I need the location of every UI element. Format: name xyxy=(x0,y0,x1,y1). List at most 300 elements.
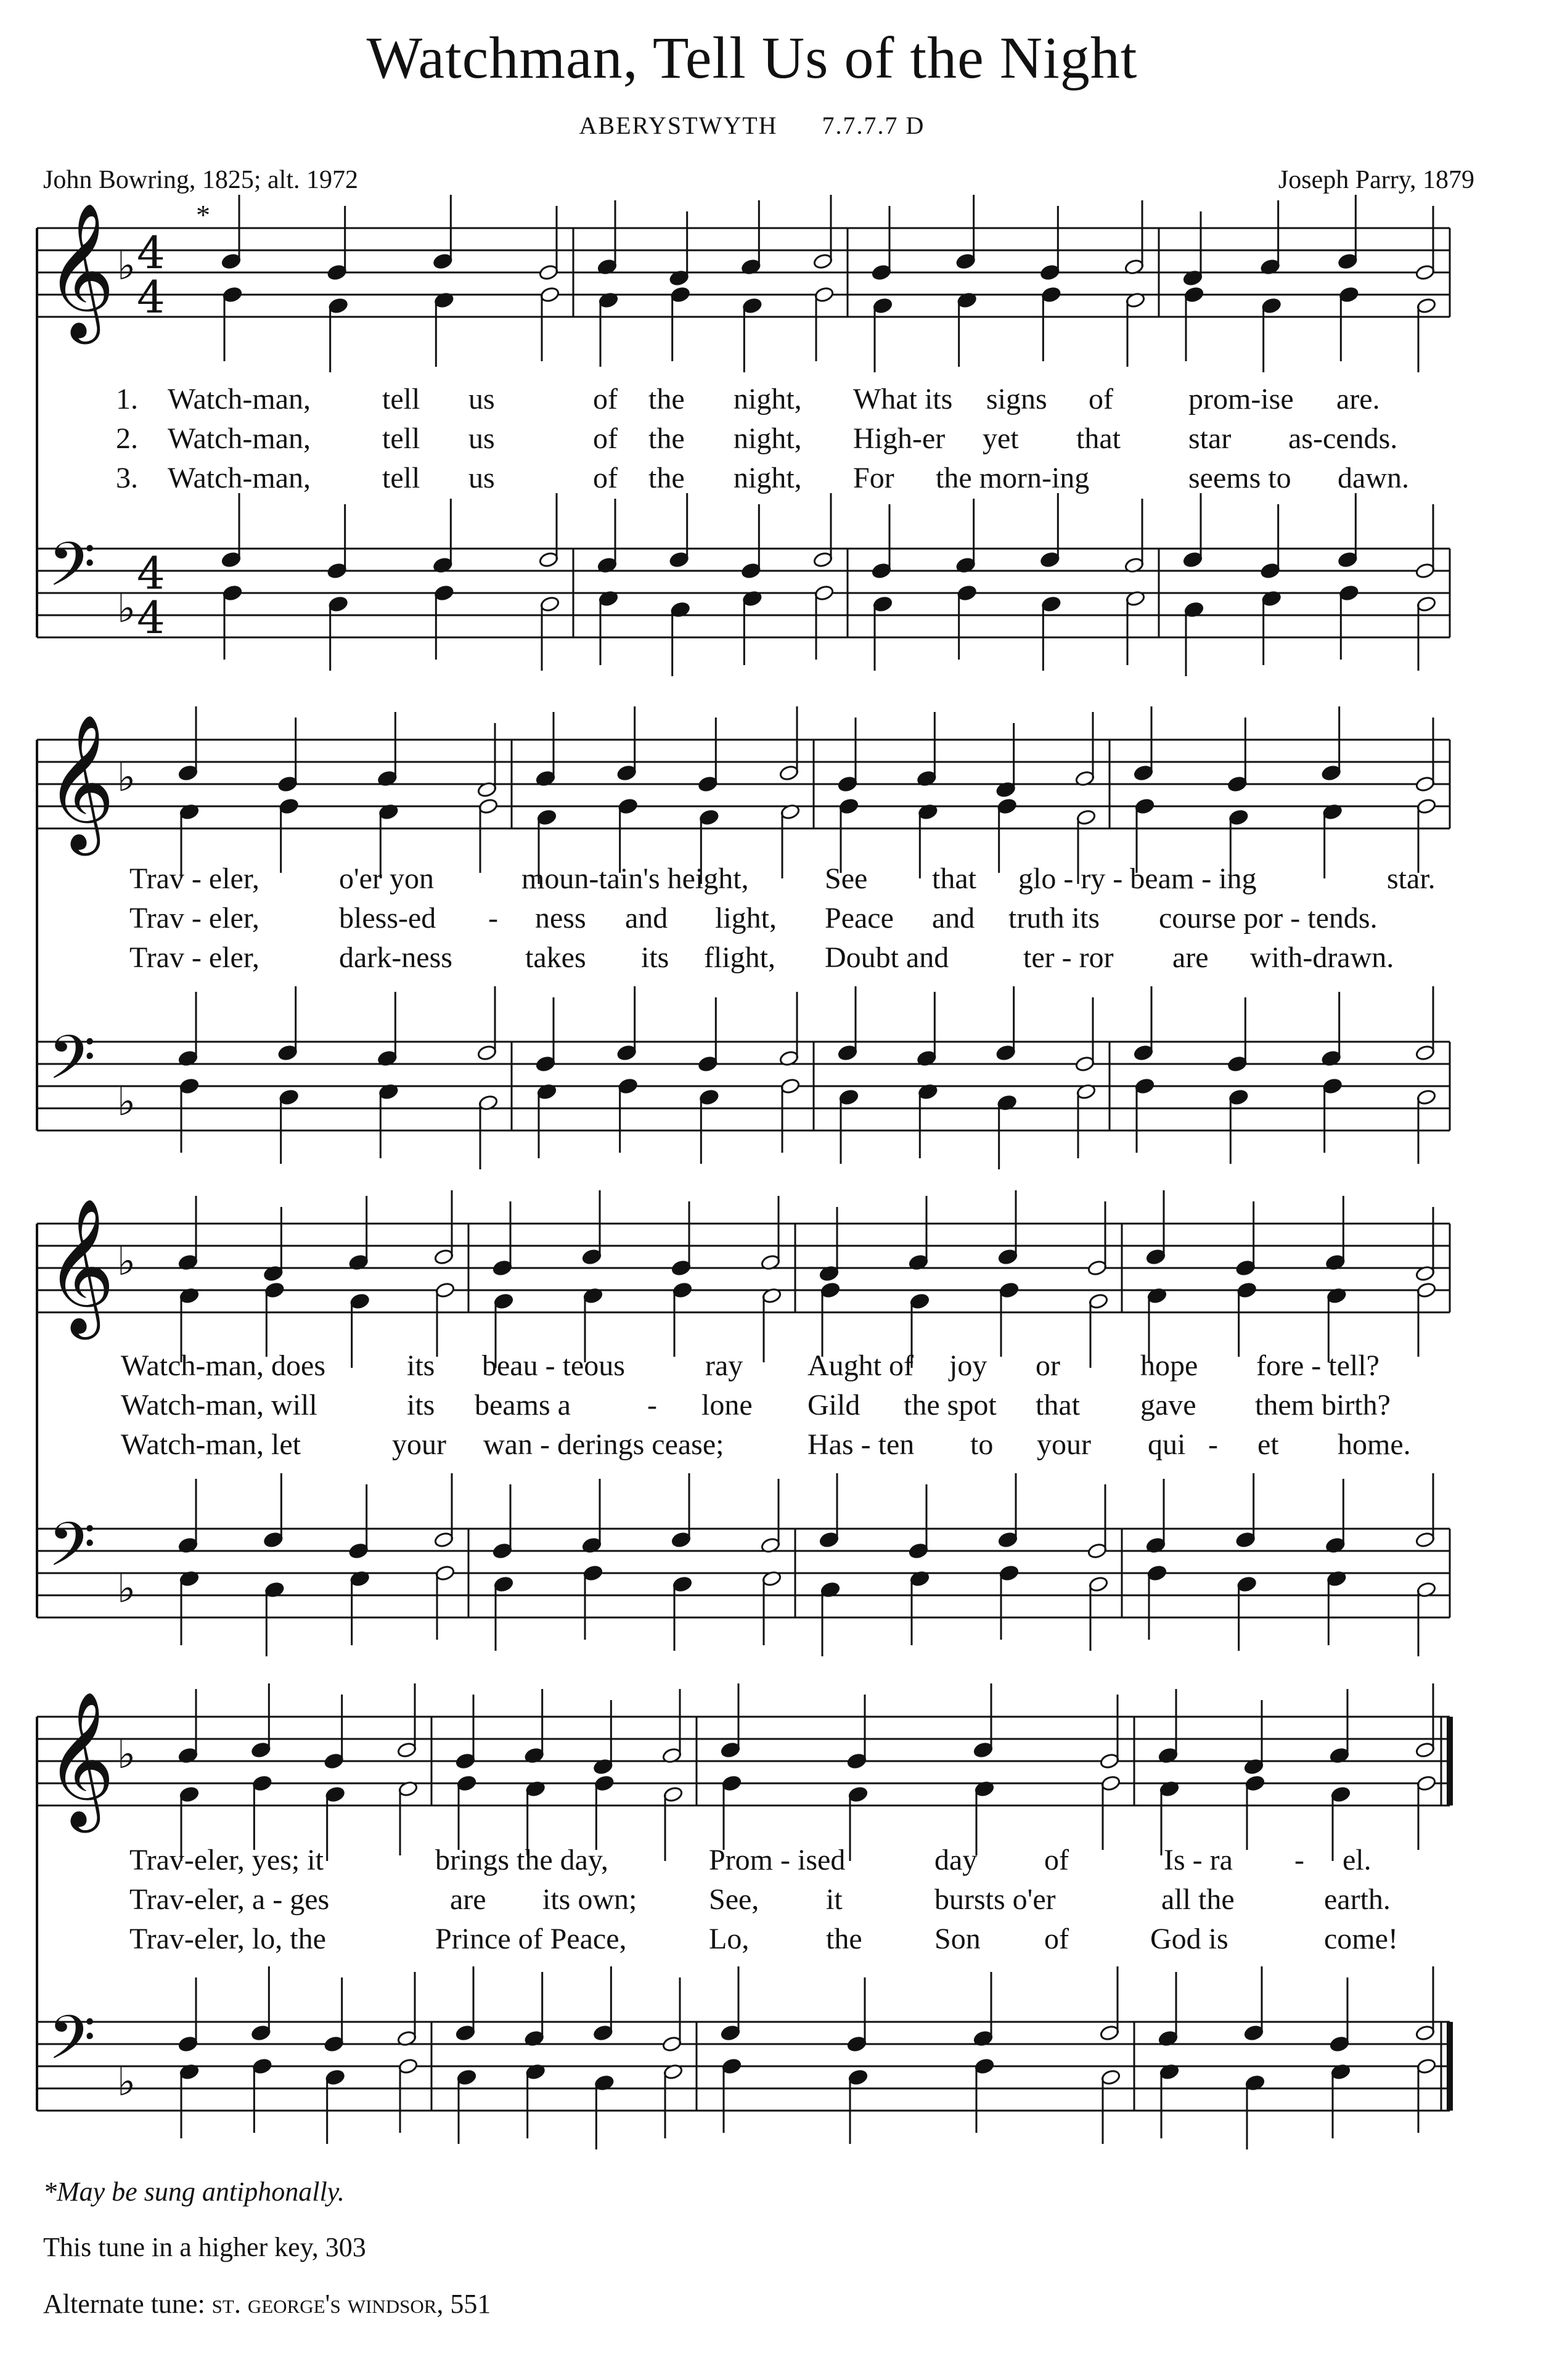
notehead xyxy=(820,1282,841,1298)
syllable: bursts o'er xyxy=(934,1883,1056,1916)
syllable: the xyxy=(648,383,685,415)
notehead xyxy=(872,264,892,280)
notehead xyxy=(662,2035,682,2052)
syllable: wan - derings cease; xyxy=(483,1428,724,1461)
syllable: course por - tends. xyxy=(1159,902,1378,934)
syllable: its xyxy=(641,941,669,974)
lyric-line-s2-v3 xyxy=(0,941,1541,978)
syllable: High-er xyxy=(853,422,946,455)
notehead xyxy=(1415,1531,1436,1548)
notehead xyxy=(722,2058,742,2074)
syllable: et xyxy=(1257,1428,1279,1461)
lyric-line-s2-v2 xyxy=(0,901,1541,938)
notehead xyxy=(699,1089,719,1105)
notehead xyxy=(435,1564,456,1581)
syllable: beams a xyxy=(475,1389,571,1421)
notehead xyxy=(1101,2069,1121,2085)
notehead xyxy=(1184,286,1204,303)
notehead xyxy=(670,286,690,303)
notehead xyxy=(1075,1055,1095,1072)
syllable: ness xyxy=(535,902,586,934)
notehead xyxy=(1261,297,1281,314)
notehead xyxy=(539,264,559,280)
syllable: come! xyxy=(1324,1923,1398,1955)
footnote-antiphonal: *May be sung antiphonally. xyxy=(43,2177,345,2207)
notehead xyxy=(957,584,977,601)
notehead xyxy=(327,562,347,579)
notehead xyxy=(1338,551,1358,568)
syllable: hope xyxy=(1140,1349,1198,1382)
notehead xyxy=(1146,1248,1166,1265)
key-signature-flat: ♭ xyxy=(117,1566,136,1612)
syllable: gave xyxy=(1140,1389,1196,1421)
notehead xyxy=(999,1282,1020,1298)
syllable: tell xyxy=(382,383,420,415)
syllable: the xyxy=(648,422,685,455)
syllable: to xyxy=(970,1428,994,1461)
notehead xyxy=(1416,595,1437,612)
notehead xyxy=(1416,297,1437,314)
syllable: the spot xyxy=(904,1389,997,1421)
notehead xyxy=(699,809,719,825)
notehead xyxy=(999,1564,1020,1581)
notehead xyxy=(848,2069,869,2085)
time-signature: 4 xyxy=(137,226,165,279)
treble-clef: 𝄞 xyxy=(46,1690,115,1827)
syllable: seems to xyxy=(1188,462,1291,494)
notehead xyxy=(839,1089,859,1105)
notehead xyxy=(873,595,893,612)
notehead xyxy=(1183,551,1203,568)
syllable: dawn. xyxy=(1338,462,1409,494)
syllable: - xyxy=(1294,1844,1304,1876)
notehead xyxy=(583,1564,603,1581)
syllable: and xyxy=(932,902,975,934)
notehead xyxy=(1089,1293,1109,1309)
syllable: moun-tain's height, xyxy=(521,862,749,895)
syllable: Trav - eler, xyxy=(129,862,260,895)
syllable: night, xyxy=(734,422,802,455)
syllable: God is xyxy=(1150,1923,1228,1955)
notehead xyxy=(1322,1078,1343,1094)
lyric-line-s2-v1 xyxy=(0,862,1541,899)
notehead xyxy=(1135,1078,1155,1094)
syllable: are xyxy=(1172,941,1209,974)
syllable: ray xyxy=(705,1349,743,1382)
syllable: Is - ra xyxy=(1164,1844,1233,1876)
notehead xyxy=(1339,584,1359,601)
alternate-tune-name: st. george's windsor, 551 xyxy=(211,2289,491,2319)
syllable: all the xyxy=(1161,1883,1235,1916)
notehead xyxy=(722,1775,742,1791)
time-signature: 4 xyxy=(137,591,165,644)
notehead xyxy=(1040,264,1060,280)
notehead xyxy=(975,2058,995,2074)
syllable: its xyxy=(407,1349,435,1382)
notehead xyxy=(839,798,859,814)
notehead xyxy=(1228,809,1249,825)
verse-number: 2. xyxy=(116,422,138,455)
syllable: bless-ed xyxy=(339,902,436,934)
notehead xyxy=(955,253,976,269)
notehead xyxy=(593,2024,613,2041)
syllable: Prince of Peace, xyxy=(435,1923,627,1955)
syllable: Doubt and xyxy=(825,941,949,974)
notehead xyxy=(848,1786,869,1802)
notehead xyxy=(493,1542,513,1559)
notehead xyxy=(698,1055,718,1072)
notehead xyxy=(1415,2024,1436,2041)
notehead xyxy=(997,798,1017,814)
treble-clef: 𝄞 xyxy=(46,202,115,338)
notehead xyxy=(540,286,560,303)
notehead xyxy=(741,562,761,579)
syllable: are. xyxy=(1336,383,1380,415)
notehead xyxy=(672,1576,693,1592)
syllable: Watch-man, will xyxy=(121,1389,317,1421)
syllable: beau - teous xyxy=(482,1349,625,1382)
syllable: tell xyxy=(382,422,420,455)
notehead xyxy=(698,775,718,792)
notehead xyxy=(1087,1542,1108,1559)
footnote-higher-key: This tune in a higher key, 303 xyxy=(43,2232,366,2262)
notehead xyxy=(1235,1531,1256,1548)
syllable: Prom - ised xyxy=(709,1844,846,1876)
syllable: For xyxy=(853,462,894,494)
notehead xyxy=(1135,798,1155,814)
notehead xyxy=(251,1741,271,1758)
syllable: el. xyxy=(1343,1844,1371,1876)
notehead xyxy=(813,551,833,568)
notehead xyxy=(671,1259,692,1276)
notehead xyxy=(277,1044,298,1061)
notehead xyxy=(671,1531,692,1548)
syllable: star. xyxy=(1387,862,1436,895)
notehead xyxy=(349,1293,370,1309)
syllable: Trav-eler, yes; it xyxy=(129,1844,324,1876)
syllable: Watch-man, xyxy=(168,422,311,455)
lyric-line-s1-v3 xyxy=(0,461,1541,498)
notehead xyxy=(327,264,347,280)
tune-name: ABERYSTWYTH xyxy=(579,112,778,139)
notehead xyxy=(178,764,198,781)
lyric-line-s1-v1 xyxy=(0,382,1541,419)
notehead xyxy=(872,562,892,579)
lyric-line-s3-v1 xyxy=(0,1349,1541,1386)
notehead xyxy=(252,2058,272,2074)
notehead xyxy=(594,1775,615,1791)
notehead xyxy=(813,253,833,269)
notehead xyxy=(277,775,298,792)
syllable: - xyxy=(488,902,498,934)
notehead xyxy=(328,297,348,314)
syllable: Trav-eler, a - ges xyxy=(129,1883,330,1916)
syllable: Trav - eler, xyxy=(129,941,260,974)
notehead xyxy=(1227,1055,1248,1072)
syllable: Watch-man, xyxy=(168,462,311,494)
meter: 7.7.7.7 D xyxy=(822,112,925,139)
key-signature-flat: ♭ xyxy=(117,1732,136,1778)
notehead xyxy=(721,2024,741,2041)
syllable: Watch-man, does xyxy=(121,1349,326,1382)
syllable: takes xyxy=(525,941,586,974)
notehead xyxy=(279,798,299,814)
notehead xyxy=(1338,253,1358,269)
lyric-line-s3-v2 xyxy=(0,1388,1541,1425)
notehead xyxy=(1147,1564,1167,1581)
footnote-alternate-tune xyxy=(43,2288,491,2320)
syllable: flight, xyxy=(704,941,775,974)
notehead xyxy=(477,1044,497,1061)
bass-clef: 𝄢 xyxy=(48,530,96,616)
syllable: ter - ror xyxy=(1023,941,1114,974)
notehead xyxy=(780,1078,801,1094)
notehead xyxy=(178,2035,198,2052)
notehead xyxy=(838,1044,858,1061)
notehead xyxy=(1415,1044,1436,1061)
notehead xyxy=(251,2024,271,2041)
syllable: of xyxy=(1044,1923,1069,1955)
lyric-line-s4-v1 xyxy=(0,1843,1541,1880)
notehead xyxy=(616,1044,637,1061)
notehead xyxy=(397,1741,417,1758)
notehead xyxy=(1415,775,1436,792)
notehead xyxy=(1331,1786,1351,1802)
syllable: o'er yon xyxy=(339,862,434,895)
notehead xyxy=(998,1531,1018,1548)
syllable: See xyxy=(825,862,868,895)
syllable: fore - tell? xyxy=(1256,1349,1380,1382)
notehead xyxy=(398,2058,419,2074)
notehead xyxy=(433,253,453,269)
notehead xyxy=(494,1576,514,1592)
treble-clef: 𝄞 xyxy=(46,713,115,850)
syllable: Watch-man, let xyxy=(121,1428,301,1461)
notehead xyxy=(1089,1576,1109,1592)
syllable: of xyxy=(593,383,618,415)
notehead xyxy=(1330,2035,1350,2052)
syllable: joy xyxy=(949,1349,987,1382)
syllable: that xyxy=(932,862,976,895)
syllable: your xyxy=(1037,1428,1091,1461)
notehead xyxy=(536,1055,556,1072)
syllable: Watch-man, xyxy=(168,383,311,415)
notehead xyxy=(493,1259,513,1276)
treble-clef: 𝄞 xyxy=(46,1197,115,1334)
time-signature: 4 xyxy=(137,547,165,599)
notehead xyxy=(1041,286,1061,303)
verse-number: 1. xyxy=(116,383,138,415)
key-signature-flat: ♭ xyxy=(117,586,136,632)
syllable: of xyxy=(1044,1844,1069,1876)
notehead xyxy=(909,1542,929,1559)
syllable: star xyxy=(1188,422,1232,455)
notehead xyxy=(1415,562,1436,579)
key-signature-flat: ♭ xyxy=(117,2059,136,2105)
notehead xyxy=(672,1282,693,1298)
notehead xyxy=(998,1248,1018,1265)
key-signature-flat: ♭ xyxy=(117,1238,136,1285)
notehead xyxy=(1339,286,1359,303)
notehead xyxy=(324,1752,344,1769)
notehead xyxy=(1100,1752,1120,1769)
syllable: Trav-eler, lo, the xyxy=(129,1923,326,1955)
notehead xyxy=(325,2069,345,2085)
syllable: truth its xyxy=(1008,902,1100,934)
notehead xyxy=(434,1248,454,1265)
syllable: home. xyxy=(1338,1428,1411,1461)
hymn-title: Watchman, Tell Us of the Night xyxy=(366,25,1138,91)
tune-composer: Joseph Parry, 1879 xyxy=(1278,166,1474,194)
notehead xyxy=(819,1531,840,1548)
notehead xyxy=(456,1752,476,1769)
notehead xyxy=(434,1531,454,1548)
notehead xyxy=(1228,1089,1249,1105)
syllable: Trav - eler, xyxy=(129,902,260,934)
notehead xyxy=(1101,1775,1121,1791)
notehead xyxy=(179,1786,200,1802)
syllable: earth. xyxy=(1324,1883,1391,1916)
antiphonal-asterisk: * xyxy=(196,199,210,231)
syllable: the xyxy=(648,462,685,494)
syllable: or xyxy=(1036,1349,1060,1382)
notehead xyxy=(1041,595,1061,612)
syllable: us xyxy=(468,422,495,455)
notehead xyxy=(1087,1259,1108,1276)
syllable: - xyxy=(1208,1428,1218,1461)
notehead xyxy=(814,584,835,601)
notehead xyxy=(742,297,762,314)
syllable: your xyxy=(392,1428,446,1461)
notehead xyxy=(1235,1259,1256,1276)
lyric-line-s3-v3 xyxy=(0,1428,1541,1465)
notehead xyxy=(1040,551,1060,568)
text-author: John Bowring, 1825; alt. 1972 xyxy=(43,166,358,194)
lyric-line-s4-v3 xyxy=(0,1922,1541,1959)
syllable: lone xyxy=(701,1389,753,1421)
syllable: light, xyxy=(715,902,777,934)
syllable: Lo, xyxy=(709,1923,750,1955)
notehead xyxy=(1244,2024,1264,2041)
notehead xyxy=(1416,1775,1437,1791)
syllable: Son xyxy=(934,1923,981,1955)
syllable: its own; xyxy=(542,1883,637,1916)
syllable: us xyxy=(468,462,495,494)
notehead xyxy=(435,1282,456,1298)
syllable: See, xyxy=(709,1883,759,1916)
notehead xyxy=(457,2069,477,2085)
notehead xyxy=(478,798,499,814)
syllable: its xyxy=(407,1389,435,1421)
syllable: - xyxy=(647,1389,657,1421)
notehead xyxy=(252,1775,272,1791)
syllable: of xyxy=(593,422,618,455)
syllable: the morn-ing xyxy=(936,462,1090,494)
notehead xyxy=(223,584,243,601)
notehead xyxy=(264,1282,285,1298)
notehead xyxy=(221,551,242,568)
syllable: us xyxy=(468,383,495,415)
notehead xyxy=(814,286,835,303)
syllable: night, xyxy=(734,383,802,415)
notehead xyxy=(1245,1775,1265,1791)
notehead xyxy=(221,253,242,269)
syllable: signs xyxy=(986,383,1047,415)
key-signature-flat: ♭ xyxy=(117,1079,136,1125)
notehead xyxy=(1415,1741,1436,1758)
notehead xyxy=(1100,2024,1120,2041)
key-signature-flat: ♭ xyxy=(117,754,136,801)
notehead xyxy=(263,1531,284,1548)
syllable: What its xyxy=(853,383,953,415)
notehead xyxy=(582,1248,602,1265)
syllable: are xyxy=(450,1883,486,1916)
notehead xyxy=(279,1089,299,1105)
syllable: them birth? xyxy=(1255,1389,1391,1421)
syllable: qui xyxy=(1148,1428,1186,1461)
notehead xyxy=(1134,764,1154,781)
notehead xyxy=(721,1741,741,1758)
syllable: Gild xyxy=(807,1389,860,1421)
notehead xyxy=(1134,1044,1154,1061)
notehead xyxy=(1227,775,1248,792)
notehead xyxy=(873,297,893,314)
notehead xyxy=(179,1078,200,1094)
syllable: Peace xyxy=(825,902,894,934)
syllable: Aught of xyxy=(807,1349,914,1382)
notehead xyxy=(325,1786,345,1802)
syllable: it xyxy=(826,1883,843,1916)
notehead xyxy=(779,764,799,781)
notehead xyxy=(1416,1282,1437,1298)
syllable: that xyxy=(1076,422,1121,455)
notehead xyxy=(348,1542,369,1559)
syllable: brings the day, xyxy=(435,1844,608,1876)
notehead xyxy=(663,1786,684,1802)
notehead xyxy=(223,286,243,303)
notehead xyxy=(618,1078,638,1094)
notehead xyxy=(1236,1576,1257,1592)
notehead xyxy=(456,2024,476,2041)
alternate-tune-label: Alternate tune: xyxy=(43,2289,205,2319)
bass-clef: 𝄢 xyxy=(48,1510,96,1596)
syllable: Has - ten xyxy=(807,1428,915,1461)
notehead xyxy=(540,595,560,612)
notehead xyxy=(618,798,638,814)
notehead xyxy=(494,1293,514,1309)
syllable: day xyxy=(934,1844,978,1876)
notehead xyxy=(616,764,637,781)
time-signature: 4 xyxy=(137,271,165,323)
syllable: prom-ise xyxy=(1188,383,1294,415)
syllable: of xyxy=(1089,383,1113,415)
notehead xyxy=(1260,562,1280,579)
bass-clef: 𝄢 xyxy=(48,2003,96,2089)
syllable: as-cends. xyxy=(1288,422,1398,455)
notehead xyxy=(1416,2058,1437,2074)
notehead xyxy=(328,595,348,612)
notehead xyxy=(1236,1282,1257,1298)
verse-number: 3. xyxy=(116,462,138,494)
syllable: dark-ness xyxy=(339,941,452,974)
notehead xyxy=(669,551,689,568)
bass-clef: 𝄢 xyxy=(48,1023,96,1109)
syllable: of xyxy=(593,462,618,494)
syllable: with-drawn. xyxy=(1250,941,1394,974)
notehead xyxy=(457,1775,477,1791)
notehead xyxy=(847,2035,867,2052)
notehead xyxy=(1416,1089,1437,1105)
